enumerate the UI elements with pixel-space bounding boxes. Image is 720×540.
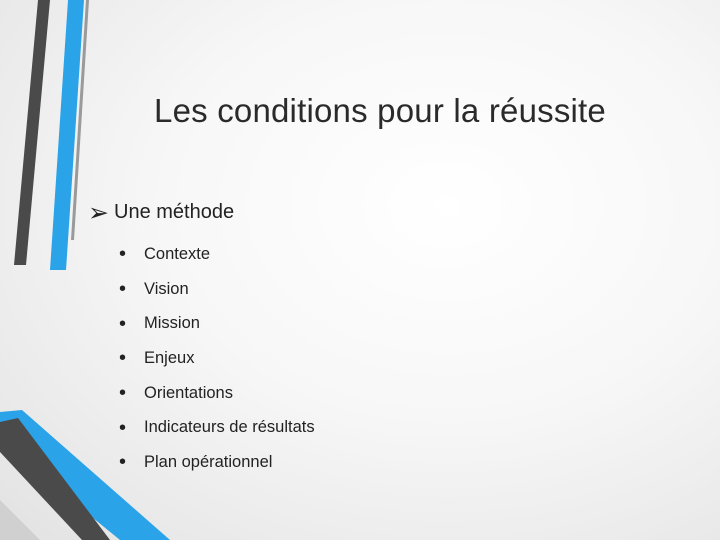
list-item (119, 445, 315, 480)
list-item-text: Vision (144, 279, 189, 298)
list-item-text: Orientations (144, 383, 233, 402)
bullet-dot-icon: • (119, 278, 127, 301)
list-item (119, 376, 315, 411)
arrow-bullet-icon: ➢ (88, 198, 109, 227)
bullet-dot-icon: • (119, 312, 127, 335)
list-item (119, 306, 315, 341)
decor-dark-stripe (14, 0, 50, 265)
list-item-text: Plan opérationnel (144, 452, 273, 471)
bullet-dot-icon: • (119, 416, 127, 439)
decor-light-wedge (0, 500, 40, 540)
main-bullet-text: Une méthode (114, 201, 235, 223)
bullet-dot-icon: • (119, 347, 127, 370)
slide-title: Les conditions pour la réussite (154, 92, 606, 129)
list-item-text: Enjeux (144, 348, 195, 367)
list-item (119, 341, 315, 376)
bullet-dot-icon: • (119, 451, 127, 474)
sub-bullet-list (119, 237, 315, 480)
bullet-dot-icon: • (119, 382, 127, 405)
list-item (119, 272, 315, 307)
list-item-text: Mission (144, 314, 200, 333)
list-item (119, 410, 315, 445)
list-item-text: Indicateurs de résultats (144, 418, 315, 437)
main-bullet-point (88, 200, 234, 225)
bullet-dot-icon: • (119, 243, 127, 266)
list-item-text: Contexte (144, 244, 211, 263)
list-item (119, 237, 315, 272)
